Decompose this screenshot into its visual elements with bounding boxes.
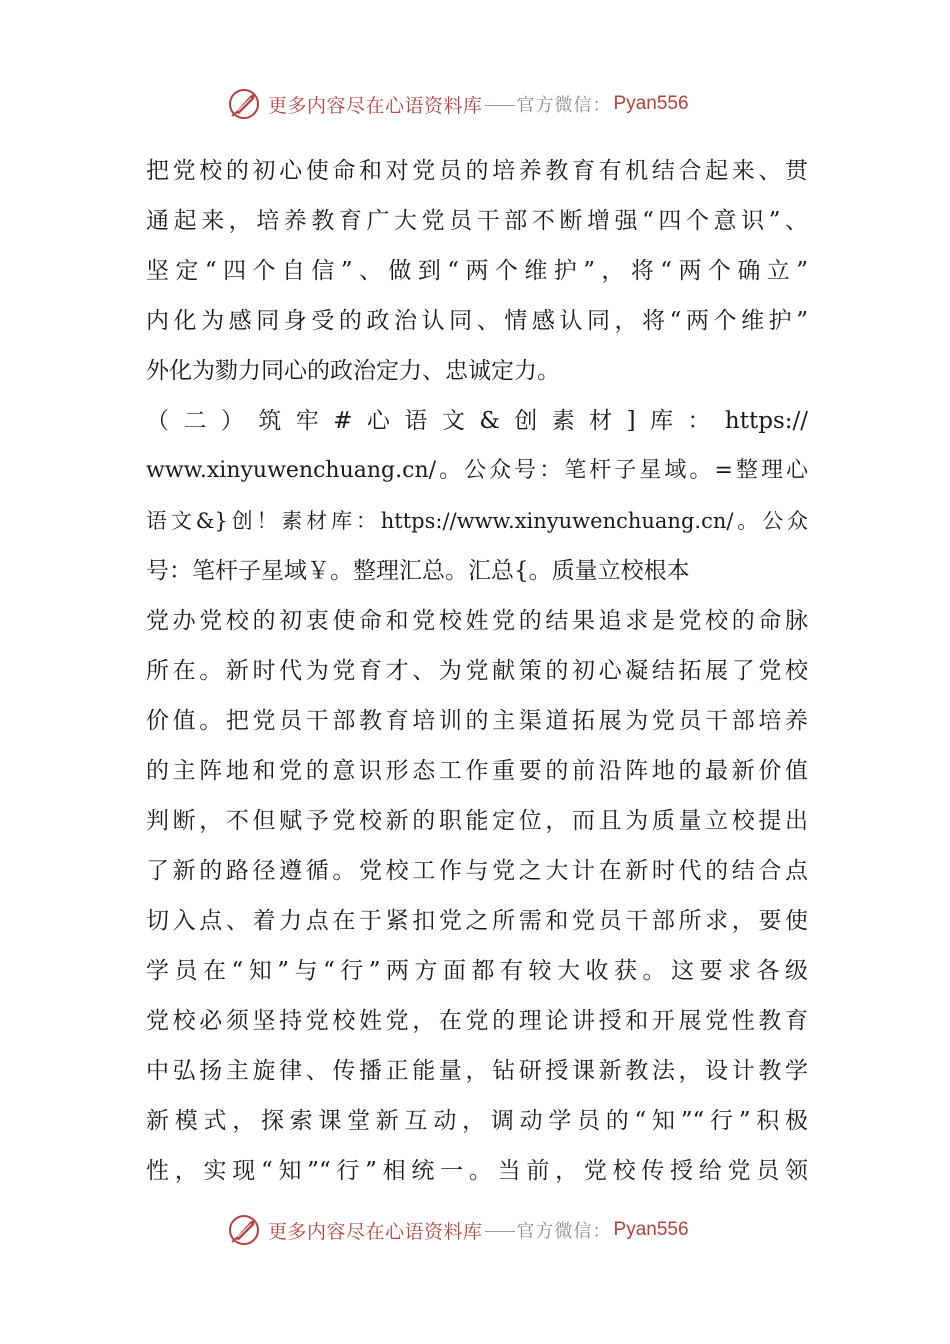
text-line: 党办党校的初衷使命和党校姓党的结果追求是党校的命脉: [146, 608, 808, 634]
text-line: 坚定“四个自信”、做到“两个维护”，将“两个确立”: [146, 258, 808, 284]
watermark-brand: 更多内容尽在心语资料库: [268, 1220, 483, 1243]
watermark-official-label: 官方微信：: [516, 1221, 612, 1242]
quill-pen-circle-icon: [226, 86, 262, 122]
text-line: 判断，不但赋予党校新的职能定位，而且为质量立校提出: [146, 808, 808, 834]
quill-pen-circle-icon: [226, 1212, 262, 1248]
text-line: 价值。把党员干部教育培训的主渠道拓展为党员干部培养: [146, 708, 808, 734]
header-watermark: [226, 84, 689, 124]
watermark-dash: [485, 105, 515, 106]
text-line: www.xinyuwenchuang.cn/。公众号：笔杆子星域。=整理心: [146, 458, 808, 483]
watermark-dash: [485, 1231, 515, 1232]
text-line: 中弘扬主旋律、传播正能量，钻研授课新教法，设计教学: [146, 1058, 808, 1084]
text-line: 切入点、着力点在于紧扣党之所需和党员干部所求，要使: [146, 908, 808, 934]
text-line: 把党校的初心使命和对党员的培养教育有机结合起来、贯: [146, 158, 808, 184]
document-body: [146, 146, 808, 1196]
text-line: 党校必须坚持党校姓党，在党的理论讲授和开展党性教育: [146, 1008, 808, 1034]
text-line: 性，实现“知”“行”相统一。当前，党校传授给党员领: [146, 1158, 808, 1184]
text-line: 了新的路径遵循。党校工作与党之大计在新时代的结合点: [146, 858, 808, 884]
watermark-wechat-id: Pyan556: [613, 1219, 689, 1240]
text-line: 语文&}创！素材库：https://www.xinyuwenchuang.cn/。公众: [146, 509, 808, 533]
text-line: 的主阵地和党的意识形态工作重要的前沿阵地的最新价值: [146, 758, 808, 784]
text-line: 通起来，培养教育广大党员干部不断增强“四个意识”、: [146, 208, 808, 234]
text-line: 内化为感同身受的政治认同、情感认同，将“两个维护”: [146, 308, 808, 334]
watermark-brand: 更多内容尽在心语资料库: [268, 94, 483, 117]
watermark-official-label: 官方微信：: [516, 95, 612, 116]
text-line: 学员在“知”与“行”两方面都有较大收获。这要求各级: [146, 958, 808, 984]
section-heading: （二）筑牢#心语文&创素材]库：https://: [146, 408, 808, 434]
text-line: 所在。新时代为党育才、为党献策的初心凝结拓展了党校: [146, 658, 808, 684]
text-line: 号：笔杆子星域￥。整理汇总。汇总{。质量立校根本: [146, 558, 690, 584]
footer-watermark: [226, 1210, 689, 1250]
text-line: 外化为勠力同心的政治定力、忠诚定力。: [146, 358, 560, 384]
watermark-wechat-id: Pyan556: [613, 93, 689, 114]
text-line: 新模式，探索课堂新互动，调动学员的“知”“行”积极: [146, 1108, 808, 1134]
